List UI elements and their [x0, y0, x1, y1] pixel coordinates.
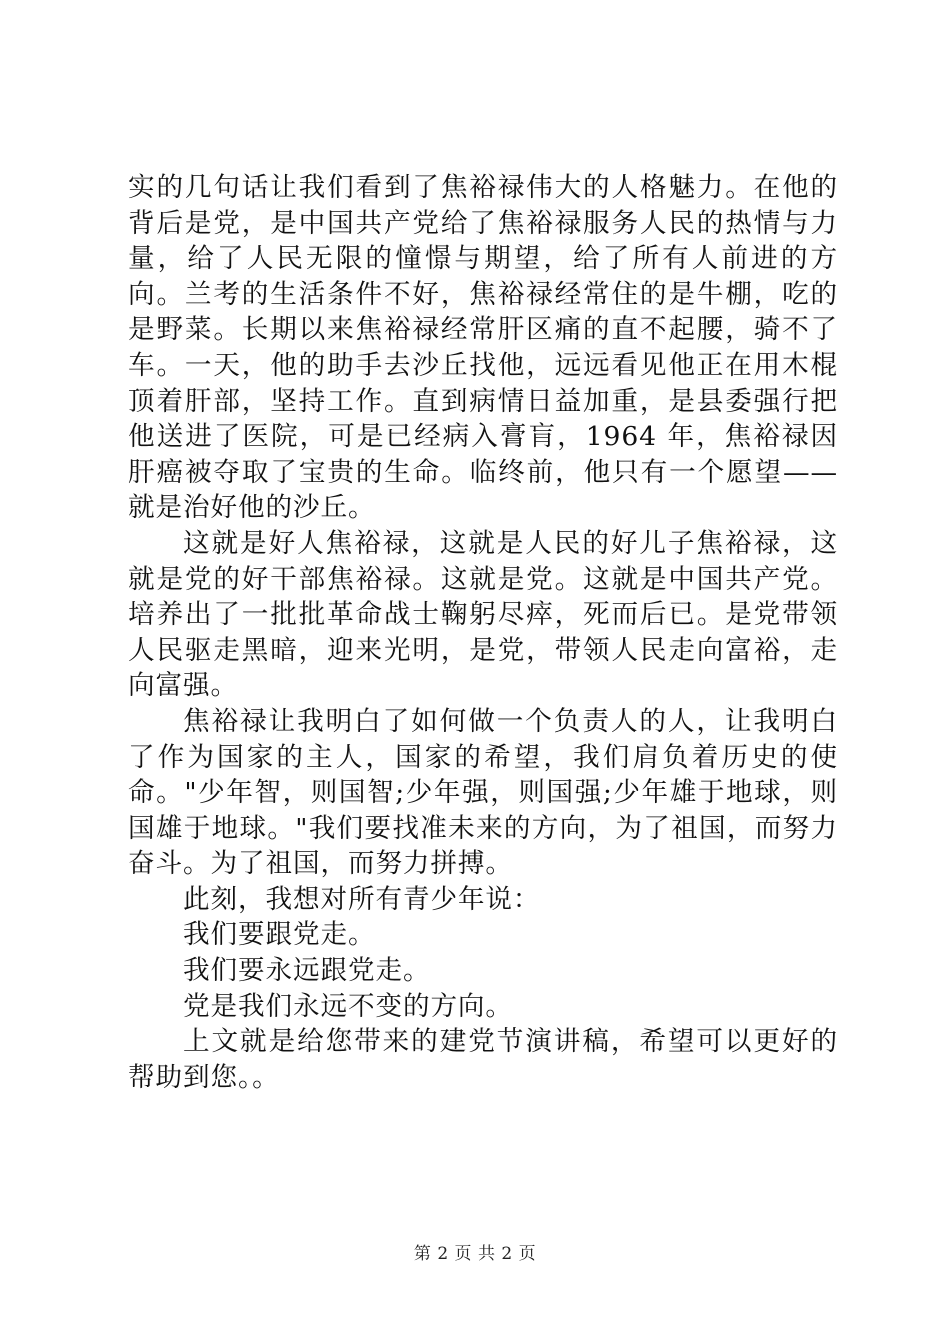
paragraph-follow-party-forever: 我们要永远跟党走。: [183, 955, 431, 987]
paragraph-address-youth: 此刻，我想对所有青少年说：: [183, 883, 541, 915]
document-body: [128, 170, 838, 1095]
page-number-footer: 第 2 页 共 2 页: [413, 1244, 537, 1264]
paragraph-closing: 上文就是给您带来的建党节演讲稿，希望可以更好的帮助到您。。: [128, 1026, 838, 1093]
paragraph-party-direction: 党是我们永远不变的方向。: [183, 990, 513, 1022]
paragraph-continuation: 实的几句话让我们看到了焦裕禄伟大的人格魅力。在他的背后是党，是中国共产党给了焦裕禄服务人民的热情与力量，给了人民无限的憧憬与期望，给了所有人前进的方向。兰考的生活条件不好，焦裕禄经常住的是牛棚，吃的是野菜。长期以来焦裕禄经常肝区痛的直不起腰，骑不了车。一天，他的助手去沙丘找他，远远看见他正在用木棍顶着肝部，坚持工作。直到病情日益加重，是县委强行把他送进了医院，可是已经病入膏肓，1964 年，焦裕禄因肝癌被夺取了宝贵的生命。临终前，他只有一个愿望——就是治好他的沙丘。: [128, 172, 838, 524]
paragraph-youth-mission: 焦裕禄让我明白了如何做一个负责人的人，让我明白了作为国家的主人，国家的希望，我们肩负着历史的使命。"少年智，则国智;少年强，则国强;少年雄于地球，则国雄于地球。"我们要找准未来的方向，为了祖国，而努力奋斗。为了祖国，而努力拼搏。: [128, 705, 838, 880]
paragraph-party-cadre: 这就是好人焦裕禄，这就是人民的好儿子焦裕禄，这就是党的好干部焦裕禄。这就是党。这就是中国共产党。培养出了一批批革命战士鞠躬尽瘁，死而后已。是党带领人民驱走黑暗，迎来光明，是党，带领人民走向富裕，走向富强。: [128, 527, 838, 702]
paragraph-follow-party: 我们要跟党走。: [183, 919, 376, 951]
